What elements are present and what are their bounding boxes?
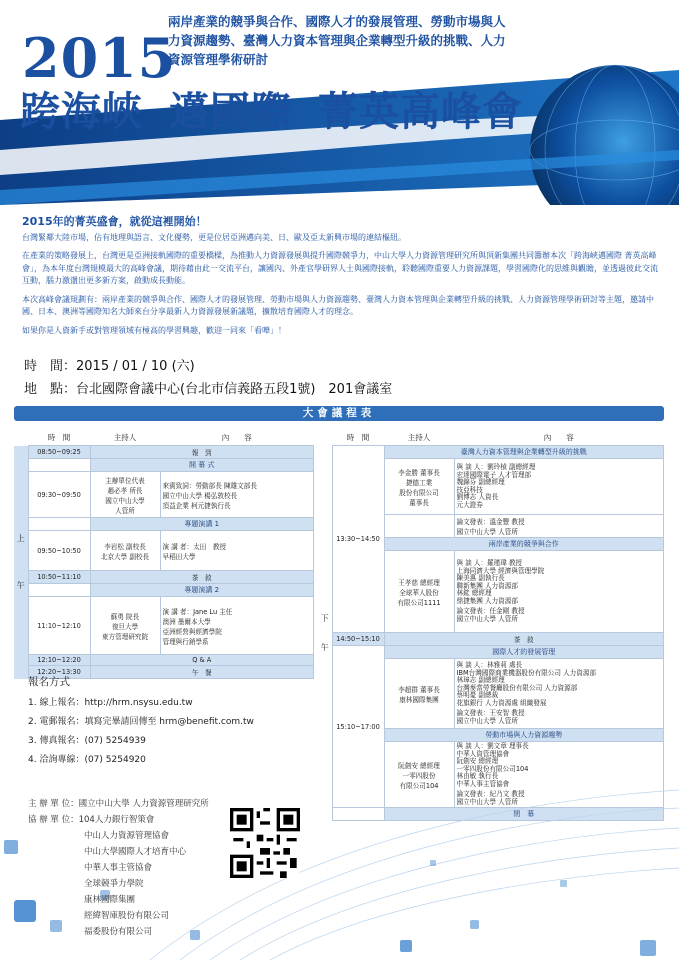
table-row: 專題演講 1 bbox=[14, 518, 314, 531]
table-row: 閉 幕 bbox=[318, 808, 664, 821]
table-row: 下 午 13:30~14:50 臺灣人力資本管理與企業轉型升級的挑戰 bbox=[318, 446, 664, 459]
col-content-header: 內 容 bbox=[543, 433, 574, 442]
col-host-header: 主持人 bbox=[407, 433, 431, 442]
table-row: 兩岸產業的競爭與合作 bbox=[318, 538, 664, 551]
table-row: 12:10~12:20 Q & A bbox=[14, 655, 314, 666]
qr-code-icon bbox=[230, 808, 300, 878]
intro-paragraph-3: 本次高峰會議規劃有：兩岸產業的競爭與合作、國際人才的發展管理、勞動市場與人力資源趨勢、臺灣人力資本管理與企業轉型升級的挑戰、人力資源管理學術研討等主題，邀請中國、日本、澳洲等國際知名大師來台分享最新人力資源發展新議題，擴散培育國際人才的理念。 bbox=[22, 294, 654, 316]
table-row: 開 幕 式 bbox=[14, 459, 314, 472]
table-row: 09:50~10:50 李岩松 副校長 北京大學 副校長 演 講 者：太田 教授 早稻田大學 bbox=[14, 531, 314, 571]
event-info bbox=[24, 355, 392, 401]
host-organizer: 主 辦 單 位：國立中山大學 人力資源管理研究所 bbox=[28, 799, 209, 809]
table-row: 15:10~17:00 國際人才的發展管理 bbox=[318, 646, 664, 659]
intro-paragraph-4: 如果你是人資新手或對管理領域有極高的學習興趣，歡迎一同來「看嘩」！ bbox=[22, 325, 286, 335]
intro-section bbox=[22, 216, 662, 343]
co-organizer: 協 辦 單 位：104人力銀行智策會 bbox=[28, 815, 155, 825]
co-organizer-item: 福委股份有限公司 bbox=[84, 927, 153, 937]
registration-section bbox=[28, 673, 254, 770]
event-time: 時 間：2015 / 01 / 10 (六) bbox=[24, 359, 195, 374]
table-row: 11:10~12:10 蘇勇 院長 復旦大學 東方管理研究院 演 講 者：Jane Lu 主任 澳洲 墨爾本大學 亞洲經營與經濟學院 管理與行銷學系 bbox=[14, 597, 314, 655]
table-row: 王孝慈 總經理 全球華人股份 有限公司1111 與 談 人：羅瑾瑋 教授 上海同濟大學 經濟與管理學院 陳美惠 副執行長 聯新集團 人力資源部 林鋐 總經理 鼎捷集團 人力資源部 論文發表：任金剛 教授 國立中山大學 人管所 bbox=[318, 551, 664, 633]
table-row: 10:50~11:10 茶 敘 bbox=[14, 571, 314, 584]
col-time-header: 時 間 bbox=[47, 433, 71, 442]
table-row: 專題演講 2 bbox=[14, 584, 314, 597]
title-part-2: 邁國際 bbox=[169, 89, 292, 135]
table-row: 勞動市場與人力資源趨勢 bbox=[318, 729, 664, 742]
table-row: 阮劍安 總經理 一零四股份 有限公司104 與 談 人：劉文章 理事長 中華人資管理協會 阮劍安 總經理 一零四股份有限公司104 林由敏 執行長 中華人事主管協會 論文發表：紀乃文 教授 國立中山大學 人管所 bbox=[318, 742, 664, 808]
table-row: 李超群 董事長 康林國際集團 與 談 人：林雅莉 處長 IBM台灣國際商業機器股份有限公司 人力資源部 林璋志 副總經理 台灣麥當勞餐廳股份有限公司 人力資源部 蔡明憂 副總裁 花旗銀行 人力資源處 組織發展 論文發表：王安智 教授 國立中山大學 人管所 bbox=[318, 659, 664, 729]
pm-label: 下 午 bbox=[320, 614, 329, 652]
registration-phone: 4. 洽詢專線：(07) 5254920 bbox=[28, 755, 146, 765]
co-organizer-item: 中山大學國際人才培育中心 bbox=[84, 847, 187, 857]
registration-fax: 3. 傳真報名：(07) 5254939 bbox=[28, 736, 146, 746]
event-place: 地 點：台北國際會議中心(台北市信義路五段1號) 201會議室 bbox=[24, 382, 393, 397]
co-organizer-item: 經緯智庫股份有限公司 bbox=[84, 911, 170, 921]
co-organizer-item: 中山人力資源管理協會 bbox=[84, 831, 170, 841]
header-banner bbox=[0, 0, 679, 205]
table-row: 14:50~15:10 茶 敘 bbox=[318, 633, 664, 646]
title-part-1: 跨海峽 bbox=[20, 89, 143, 135]
intro-lead: 2015年的菁英盛會，就從這裡開始！ bbox=[22, 215, 207, 228]
table-row: 12:20~13:30 午 餐 bbox=[14, 666, 314, 679]
table-row: 李金勝 董事長 捷德工業 股份有限公司 董事長 與 談 人：劉玲楨 副總經理 宏達國際電子 人才管理部 魏錦芬 副總經理 技亞科技 劉博志 人資長 元大證券 bbox=[318, 459, 664, 515]
col-content-header: 內 容 bbox=[221, 433, 252, 442]
col-time-header: 時 間 bbox=[346, 433, 370, 442]
intro-paragraph-1: 台灣緊鄰大陸市場，佔有地理與語言、文化優勢，更是位居亞洲邁向美、日、歐及亞太新興市場的連結樞紐。 bbox=[22, 232, 406, 242]
table-row: 上 午 08:50~09:25 報 到 bbox=[14, 446, 314, 459]
am-label: 上 午 bbox=[14, 446, 28, 679]
event-title bbox=[20, 80, 549, 137]
table-row: 論文發表：溫金豐 教授 國立中山大學 人管所 bbox=[318, 515, 664, 538]
co-organizer-item: 全球競爭力學院 bbox=[84, 879, 144, 889]
agenda-band: 大會議程表 bbox=[14, 406, 664, 421]
organizers-section bbox=[28, 796, 209, 940]
co-organizer-item: 中華人事主管協會 bbox=[84, 863, 153, 873]
intro-paragraph-2: 在產業的策略發展上，台灣更是亞洲接軌國際的重要橋樑，為推動人力資源發展與提升國際競爭力，中山大學人力資源管理研究所與頂新集團共同籌辦本次「跨海峽邁國際 菁英高峰會」，為本年度台灣規模最大的高峰會議，期待藉由此一交流平台，讓國內、外產官學研界人士與國際接軌，聆聽國際重要人力資源課題，學習國際化的思維與觀瞻，並透過彼此交流互動，腦力激盪出更多新方案，啟動成長動能。 bbox=[22, 251, 658, 285]
table-row: 09:30~09:50 主辦單位代表 趙必孝 所長 國立中山大學 人管所 來賓致詞：勞動部長 陳雄文部長 國立中山大學 楊弘敦校長 頂益企業 柯元捷執行長 bbox=[14, 472, 314, 518]
co-organizer-item: 康林國際集團 bbox=[84, 895, 136, 905]
event-year: 2015 bbox=[22, 26, 177, 90]
event-subtitle: 兩岸產業的競爭與合作、國際人才的發展管理、勞動市場與人力資源趨勢、臺灣人力資本管理與企業轉型升級的挑戰、人力資源管理學術研討 bbox=[168, 14, 506, 67]
title-part-3: 菁英高峰會 bbox=[318, 89, 523, 135]
registration-email: 2. 電郵報名：填寫完畢請回傳至 hrm@benefit.com.tw bbox=[28, 717, 254, 727]
registration-online: 1. 線上報名：http://hrm.nsysu.edu.tw bbox=[28, 698, 193, 708]
registration-heading: 報名方式 bbox=[28, 676, 70, 688]
col-host-header: 主持人 bbox=[113, 433, 137, 442]
